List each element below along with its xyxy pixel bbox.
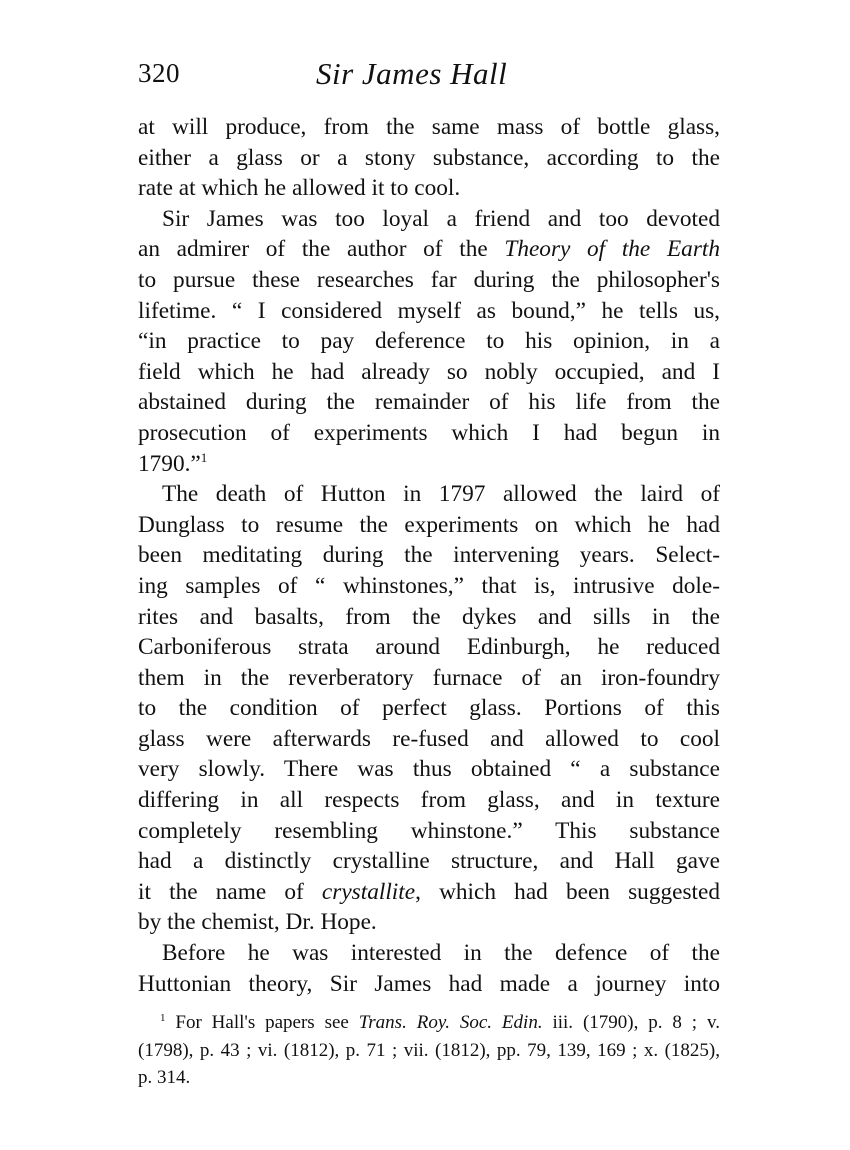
text-line: Before he was interested in the defence of the [162, 940, 720, 967]
text-line: prosecution of experiments which I had begun in [138, 419, 720, 446]
text-line: to the condition of perfect glass. Portions of this [138, 695, 720, 722]
text-run: For Hall's papers see [165, 1012, 359, 1033]
text-line [138, 877, 720, 908]
text-run: 1790.” [138, 450, 201, 477]
text-line: had a distinctly crystalline structure, and Hall gave [138, 848, 720, 875]
body-text [138, 112, 720, 999]
footnote-reference: 1 [200, 449, 208, 465]
text-line: very slowly. There was thus obtained “ a substance [138, 756, 720, 783]
page-number: 320 [138, 58, 180, 88]
text-line: differing in all respects from glass, and in texture [138, 787, 720, 814]
text-line: rate at which he allowed it to cool. [138, 175, 461, 202]
footnote-line: (1798), p. 43 ; vi. (1812), p. 71 ; vii. (1812), pp. 79, 139, 169 ; x. (1825), [138, 1039, 720, 1061]
footnote-line [138, 1009, 720, 1037]
text-run: iii. (1790), p. 8 ; v. [542, 1012, 720, 1033]
running-title: Sir James Hall [316, 56, 508, 91]
text-line: been meditating during the intervening years. Select- [138, 542, 720, 569]
text-line [138, 449, 720, 480]
text-line: Sir James was too loyal a friend and too devoted [162, 205, 720, 232]
footnote [138, 1009, 720, 1092]
text-run: an admirer of the author of the [138, 236, 505, 263]
text-line: either a glass or a stony substance, according to the [138, 144, 720, 171]
text-line: completely resembling whinstone.” This substance [138, 817, 720, 844]
text-line: abstained during the remainder of his life from the [138, 389, 720, 416]
text-line: by the chemist, Dr. Hope. [138, 909, 377, 936]
text-line: rites and basalts, from the dykes and sills in the [138, 603, 720, 630]
text-line: lifetime. “ I considered myself as bound,” he tells us, [138, 297, 720, 324]
text-run: , which had been suggested [415, 878, 720, 905]
text-run: it the name of [138, 878, 322, 905]
text-line: Huttonian theory, Sir James had made a journey into [138, 970, 720, 997]
text-line: ing samples of “ whinstones,” that is, intrusive dole- [138, 572, 720, 599]
book-title-italic: Theory of the Earth [504, 236, 721, 263]
page-header [138, 58, 723, 98]
text-line: Carboniferous strata around Edinburgh, he reduced [138, 634, 720, 661]
text-line [138, 234, 720, 265]
footnote-line: p. 314. [138, 1067, 191, 1088]
journal-title-italic: Trans. Roy. Soc. Edin. [358, 1012, 543, 1033]
text-line: The death of Hutton in 1797 allowed the laird of [162, 481, 720, 508]
text-line: Dunglass to resume the experiments on which he had [138, 511, 720, 538]
text-line: at will produce, from the same mass of bottle glass, [138, 114, 720, 140]
footnote-marker: 1 [160, 1012, 166, 1024]
term-italic: crystallite [321, 878, 416, 905]
text-line: “in practice to pay deference to his opinion, in a [138, 328, 720, 355]
text-line: to pursue these researches far during the philosopher's [138, 266, 720, 293]
text-line: glass were afterwards re-fused and allowed to cool [138, 725, 720, 752]
text-line: them in the reverberatory furnace of an iron-foundry [138, 664, 720, 691]
text-line: field which he had already so nobly occupied, and I [138, 358, 720, 385]
